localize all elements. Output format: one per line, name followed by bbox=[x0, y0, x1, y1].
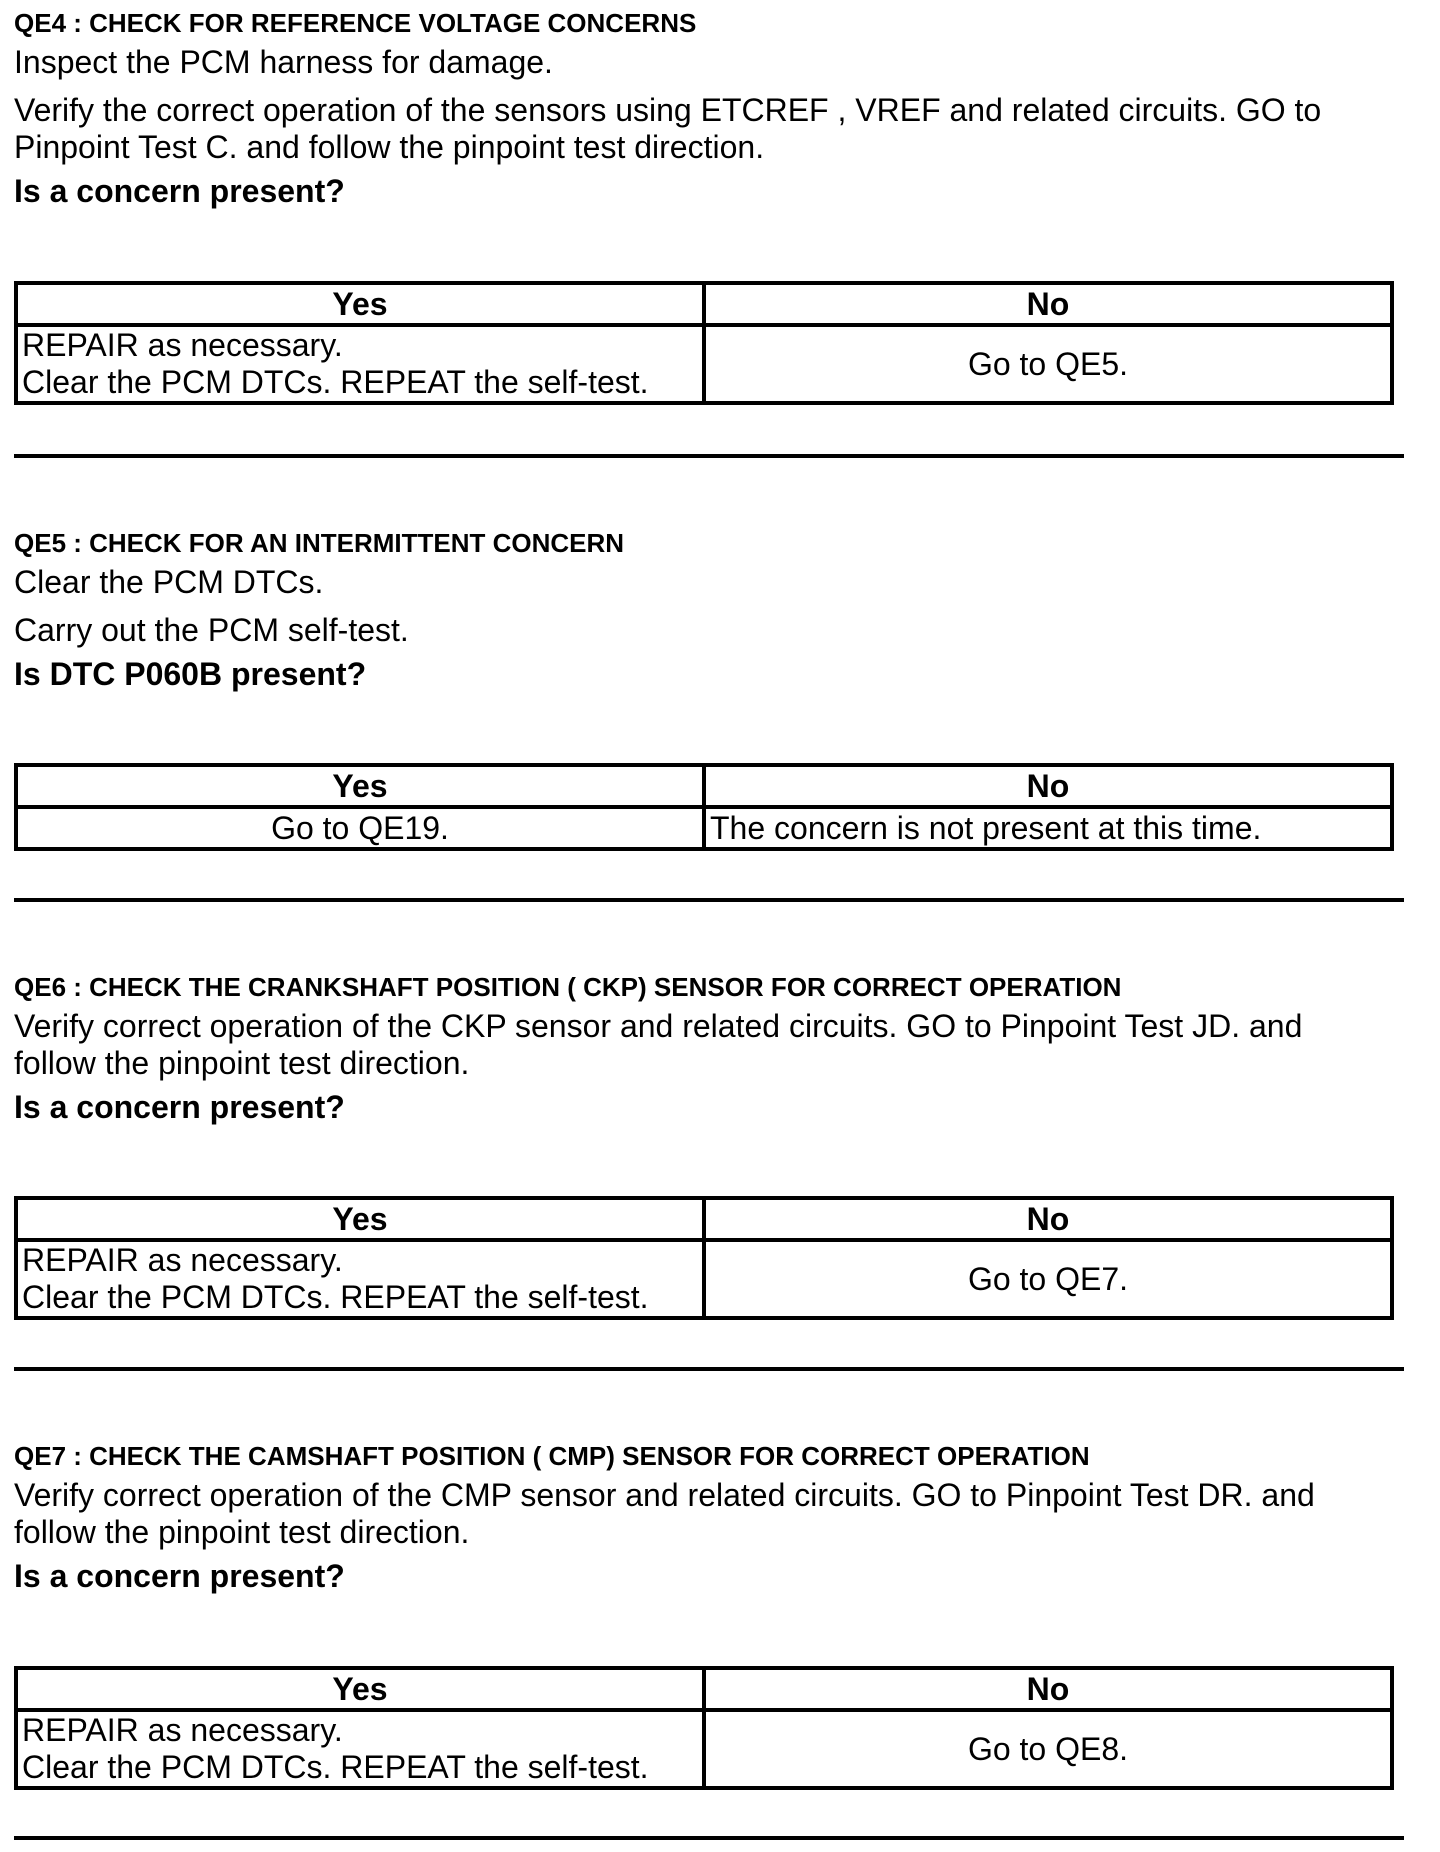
table-row bbox=[16, 1240, 1392, 1318]
paragraph-line: Verify the correct operation of the sensors using ETCREF , VREF and related circuits. GO to bbox=[14, 92, 1322, 128]
paragraph bbox=[14, 1477, 1400, 1551]
paragraph-line: follow the pinpoint test direction. bbox=[14, 1045, 470, 1081]
paragraph-line: Pinpoint Test C. and follow the pinpoint test direction. bbox=[14, 129, 765, 165]
paragraph bbox=[14, 92, 1400, 166]
paragraph: Clear the PCM DTCs. bbox=[14, 564, 324, 600]
yes-cell-line: REPAIR as necessary. bbox=[22, 1712, 343, 1748]
section-divider bbox=[14, 454, 1404, 458]
no-header: No bbox=[704, 1198, 1392, 1240]
section-qe7 bbox=[14, 1441, 1400, 1595]
paragraph: Carry out the PCM self-test. bbox=[14, 612, 409, 648]
section-heading: QE5 : CHECK FOR AN INTERMITTENT CONCERN bbox=[14, 528, 625, 558]
yes-header: Yes bbox=[16, 283, 704, 325]
section-heading: QE7 : CHECK THE CAMSHAFT POSITION ( CMP) SENSOR FOR CORRECT OPERATION bbox=[14, 1441, 1090, 1471]
yes-no-table bbox=[14, 1666, 1394, 1790]
yes-cell-line: Clear the PCM DTCs. REPEAT the self-test. bbox=[22, 1749, 649, 1785]
section-qe4 bbox=[14, 8, 1400, 210]
question: Is a concern present? bbox=[14, 1089, 345, 1125]
yes-cell-line: REPAIR as necessary. bbox=[22, 1242, 343, 1278]
paragraph-line: Verify correct operation of the CMP sensor and related circuits. GO to Pinpoint Test DR. and bbox=[14, 1477, 1315, 1513]
table-row bbox=[16, 807, 1392, 849]
no-cell: Go to QE7. bbox=[704, 1240, 1392, 1318]
yes-cell bbox=[16, 325, 704, 403]
paragraph-line: follow the pinpoint test direction. bbox=[14, 1514, 470, 1550]
paragraph-line: Verify correct operation of the CKP sensor and related circuits. GO to Pinpoint Test JD. and bbox=[14, 1008, 1303, 1044]
question: Is DTC P060B present? bbox=[14, 656, 367, 692]
section-heading: QE4 : CHECK FOR REFERENCE VOLTAGE CONCERNS bbox=[14, 8, 697, 38]
no-header: No bbox=[704, 765, 1392, 807]
yes-no-table bbox=[14, 763, 1394, 851]
no-cell: The concern is not present at this time. bbox=[704, 807, 1392, 849]
section-divider bbox=[14, 898, 1404, 902]
no-cell: Go to QE8. bbox=[704, 1710, 1392, 1788]
paragraph bbox=[14, 1008, 1400, 1082]
section-heading: QE6 : CHECK THE CRANKSHAFT POSITION ( CKP) SENSOR FOR CORRECT OPERATION bbox=[14, 972, 1122, 1002]
no-header: No bbox=[704, 1668, 1392, 1710]
table-header-row bbox=[16, 765, 1392, 807]
no-cell: Go to QE5. bbox=[704, 325, 1392, 403]
yes-cell bbox=[16, 1240, 704, 1318]
yes-cell-line: Clear the PCM DTCs. REPEAT the self-test. bbox=[22, 364, 649, 400]
section-divider bbox=[14, 1367, 1404, 1371]
yes-cell: Go to QE19. bbox=[16, 807, 704, 849]
section-qe5 bbox=[14, 528, 1400, 693]
yes-no-table bbox=[14, 1196, 1394, 1320]
yes-header: Yes bbox=[16, 1198, 704, 1240]
yes-cell-line: REPAIR as necessary. bbox=[22, 327, 343, 363]
section-qe6 bbox=[14, 972, 1400, 1126]
yes-no-table bbox=[14, 281, 1394, 405]
table-header-row bbox=[16, 1668, 1392, 1710]
yes-header: Yes bbox=[16, 765, 704, 807]
yes-cell bbox=[16, 1710, 704, 1788]
table-row bbox=[16, 1710, 1392, 1788]
no-header: No bbox=[704, 283, 1392, 325]
question: Is a concern present? bbox=[14, 1558, 345, 1594]
table-header-row bbox=[16, 1198, 1392, 1240]
table-header-row bbox=[16, 283, 1392, 325]
paragraph: Inspect the PCM harness for damage. bbox=[14, 44, 553, 80]
table-row bbox=[16, 325, 1392, 403]
section-divider bbox=[14, 1836, 1404, 1840]
yes-cell-line: Clear the PCM DTCs. REPEAT the self-test. bbox=[22, 1279, 649, 1315]
yes-header: Yes bbox=[16, 1668, 704, 1710]
question: Is a concern present? bbox=[14, 173, 345, 209]
